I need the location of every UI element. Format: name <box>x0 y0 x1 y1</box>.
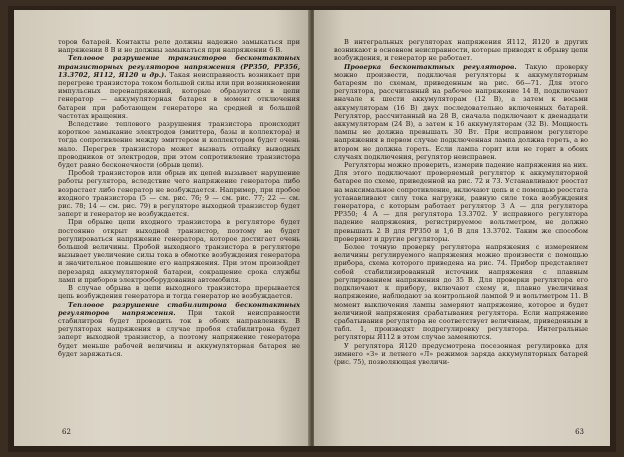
paragraph-text: В интегральных регуляторах напряжения Я112, Я120 в других возникают в основном неисправности, которые приводят к обрыву цепи возбуждения, и генератор не работает. <box>334 38 588 63</box>
open-book <box>8 6 616 452</box>
paragraph <box>334 243 588 341</box>
paragraph-text: Более точную проверку регулятора напряжения с измерением величины регулируемого напряжения можно произвести с помощью прибора, схема которого приведена на рис. 74. Прибор представляет собой стабилизированный источник напряжения с плавным регулированием напряжения до 35 В. Для проверки регулятора его подключают к прибору, включают схему и, плавно увеличивая напряжение, наблюдают за контрольной лампой 9 и вольтметром 11. В момент выключения лампы замеряют напряжение, которое и будет величиной напряжения срабатывания регулятора. Если напряжение срабатывания регулятора не соответствует величинам, приведенным в табл. 1, производят подрегулировку регулятора. Интегральные регуляторы Я112 в этом случае заменяются. <box>334 243 588 342</box>
paragraph <box>58 284 300 300</box>
paragraph-text: Пробой транзисторов или обрыв их цепей вызывает нарушение работы регулятора, вследствие чего напряжение генератора либо возрастает либо генератор не возбуждается. Например, при пробое входного транзистора (5 — см. рис. 76; 9 — см. рис. 77; 22 — см. рис. 78; 14 — см. рис. 79) в регуляторе выходной транзистор будет заперт и генератор не возбуждается. <box>58 169 300 219</box>
paragraph <box>58 218 300 284</box>
paragraph-heading: Тепловое разрушение транзисторов бесконтактных транзисторных регуляторов напряжения (РР350, РР356, 13.3702, Я112, Я120 и др.). <box>58 54 300 79</box>
paragraph <box>334 63 588 161</box>
paragraph-text: Вследствие теплового разрушения транзистора происходит короткое замыкание электродов (эмиттера, базы и коллектора) и тогда сопротивление между эмиттером и коллектором будет очень мало. Перегрев транзистора может вызвать отпайку выводных проводников от электродов, при этом сопротивление транзистора будет равно бесконечности (обрыв цепи). <box>58 120 300 170</box>
left-page-number: 62 <box>62 428 71 436</box>
paragraph-text: торов батарей. Контакты реле должны надежно замыкаться при напряжении 8 В и не должны замыкаться при напряжении 6 В. <box>58 38 300 55</box>
right-page-number: 63 <box>575 428 584 436</box>
paragraph-text: Такую проверку можно произвести, подключая регуляторы к аккумуляторным батареям по схемам, приведенным на рис. 66—71. Для этого регулятора, рассчитанный на рабочее напряжение 14 В, подключают вначале к шести аккумуляторам (12 В), а затем к восьми аккумуляторам (16 В) двух последовательно включенных батарей. Регулятор, рассчитанный на 28 В, сначала подключают к двенадцати аккумуляторам (24 В), а затем к 16 аккумуляторам (32 В). Мощность лампы не должна превышать 30 Вт. При исправном регуляторе напряжения в первом случае подключенная лампа должна гореть, а во втором не должна гореть. Если лампа горит или не горит в обоих случаях подключения, регулятор неисправен. <box>334 62 588 161</box>
paragraph-text: При обрыве цепи входного транзистора в регуляторе будет постоянно открыт выходной транзистор, поэтому не будет регулироваться напряжение генератора, которое достигает очень большой величины. Пробой выходного транзистора в регуляторе вызывает увеличение силы тока в обмотке возбуждения генератора и значительное повышение его напряжения. При этом произойдет перезаряд аккумуляторной батареи, сокращение срока службы ламп и приборов электрооборудования автомобиля. <box>58 218 300 284</box>
left-page-text <box>58 38 300 358</box>
paragraph-text: В случае обрыва в цепи выходного транзистора прерывается цепь возбуждения генератора и тогда генератор не возбуждается. <box>58 284 300 301</box>
paragraph-text: У регулятора Я120 предусмотрена посезонная регулировка для зимнего «З» и летнего «Л» режимов заряда аккумуляторных батарей (рис. 75), позволяющая увеличи- <box>334 341 588 366</box>
paragraph <box>58 38 300 54</box>
paragraph <box>334 38 588 63</box>
paragraph <box>58 54 300 120</box>
paragraph <box>334 161 588 243</box>
left-page <box>14 10 310 446</box>
paragraph-heading: Тепловое разрушение стабилитрона бесконтактных регуляторов напряжения. <box>58 300 300 317</box>
paragraph-text: Такая неисправность возникает при перегреве транзистора током большой силы или при возникновении импульсных перенапряжений, которые образуются в цепи генератор — аккумуляторная батарея в момент отключения батареи при работающем генераторе на средней и большой частотах вращения. <box>58 70 300 120</box>
paragraph <box>58 301 300 358</box>
paragraph <box>334 342 588 367</box>
paragraph-text: При такой неисправности стабилитрон будет проводить ток в обоих направлениях. В регуляторах напряжения в случае пробоя стабилитрона будет заперт выходной транзистор, а поэтому напряжение генератора будет меньше рабочей величины и аккумуляторная батарея не будет заряжаться. <box>58 308 300 358</box>
right-page <box>314 10 610 446</box>
right-page-text <box>334 38 588 366</box>
paragraph <box>58 169 300 218</box>
paragraph <box>58 120 300 169</box>
paragraph-text: Регуляторы можно проверить, измерив падение напряжения на них. Для этого подключают проверяемый регулятор к аккумуляторной батарее по схеме, приведенной на рис. 72 и 73. Устанавливают реостат на максимальное сопротивление, включают цепь и с помощью реостата устанавливают силу тока нагрузки, равную силе тока возбуждения генератора, с которым работает регулятор 3 А — для регулятора РР350; 4 А — для регулятора 13.3702. У исправного регулятора падение напряжения, регистрируемое вольтметром, не должно превышать 2 В для РР350 и 1,6 В для 13.3702. Таким же способом проверяют и другие регуляторы. <box>334 161 588 243</box>
paragraph-heading: Проверка бесконтактных регуляторов. <box>344 62 517 71</box>
